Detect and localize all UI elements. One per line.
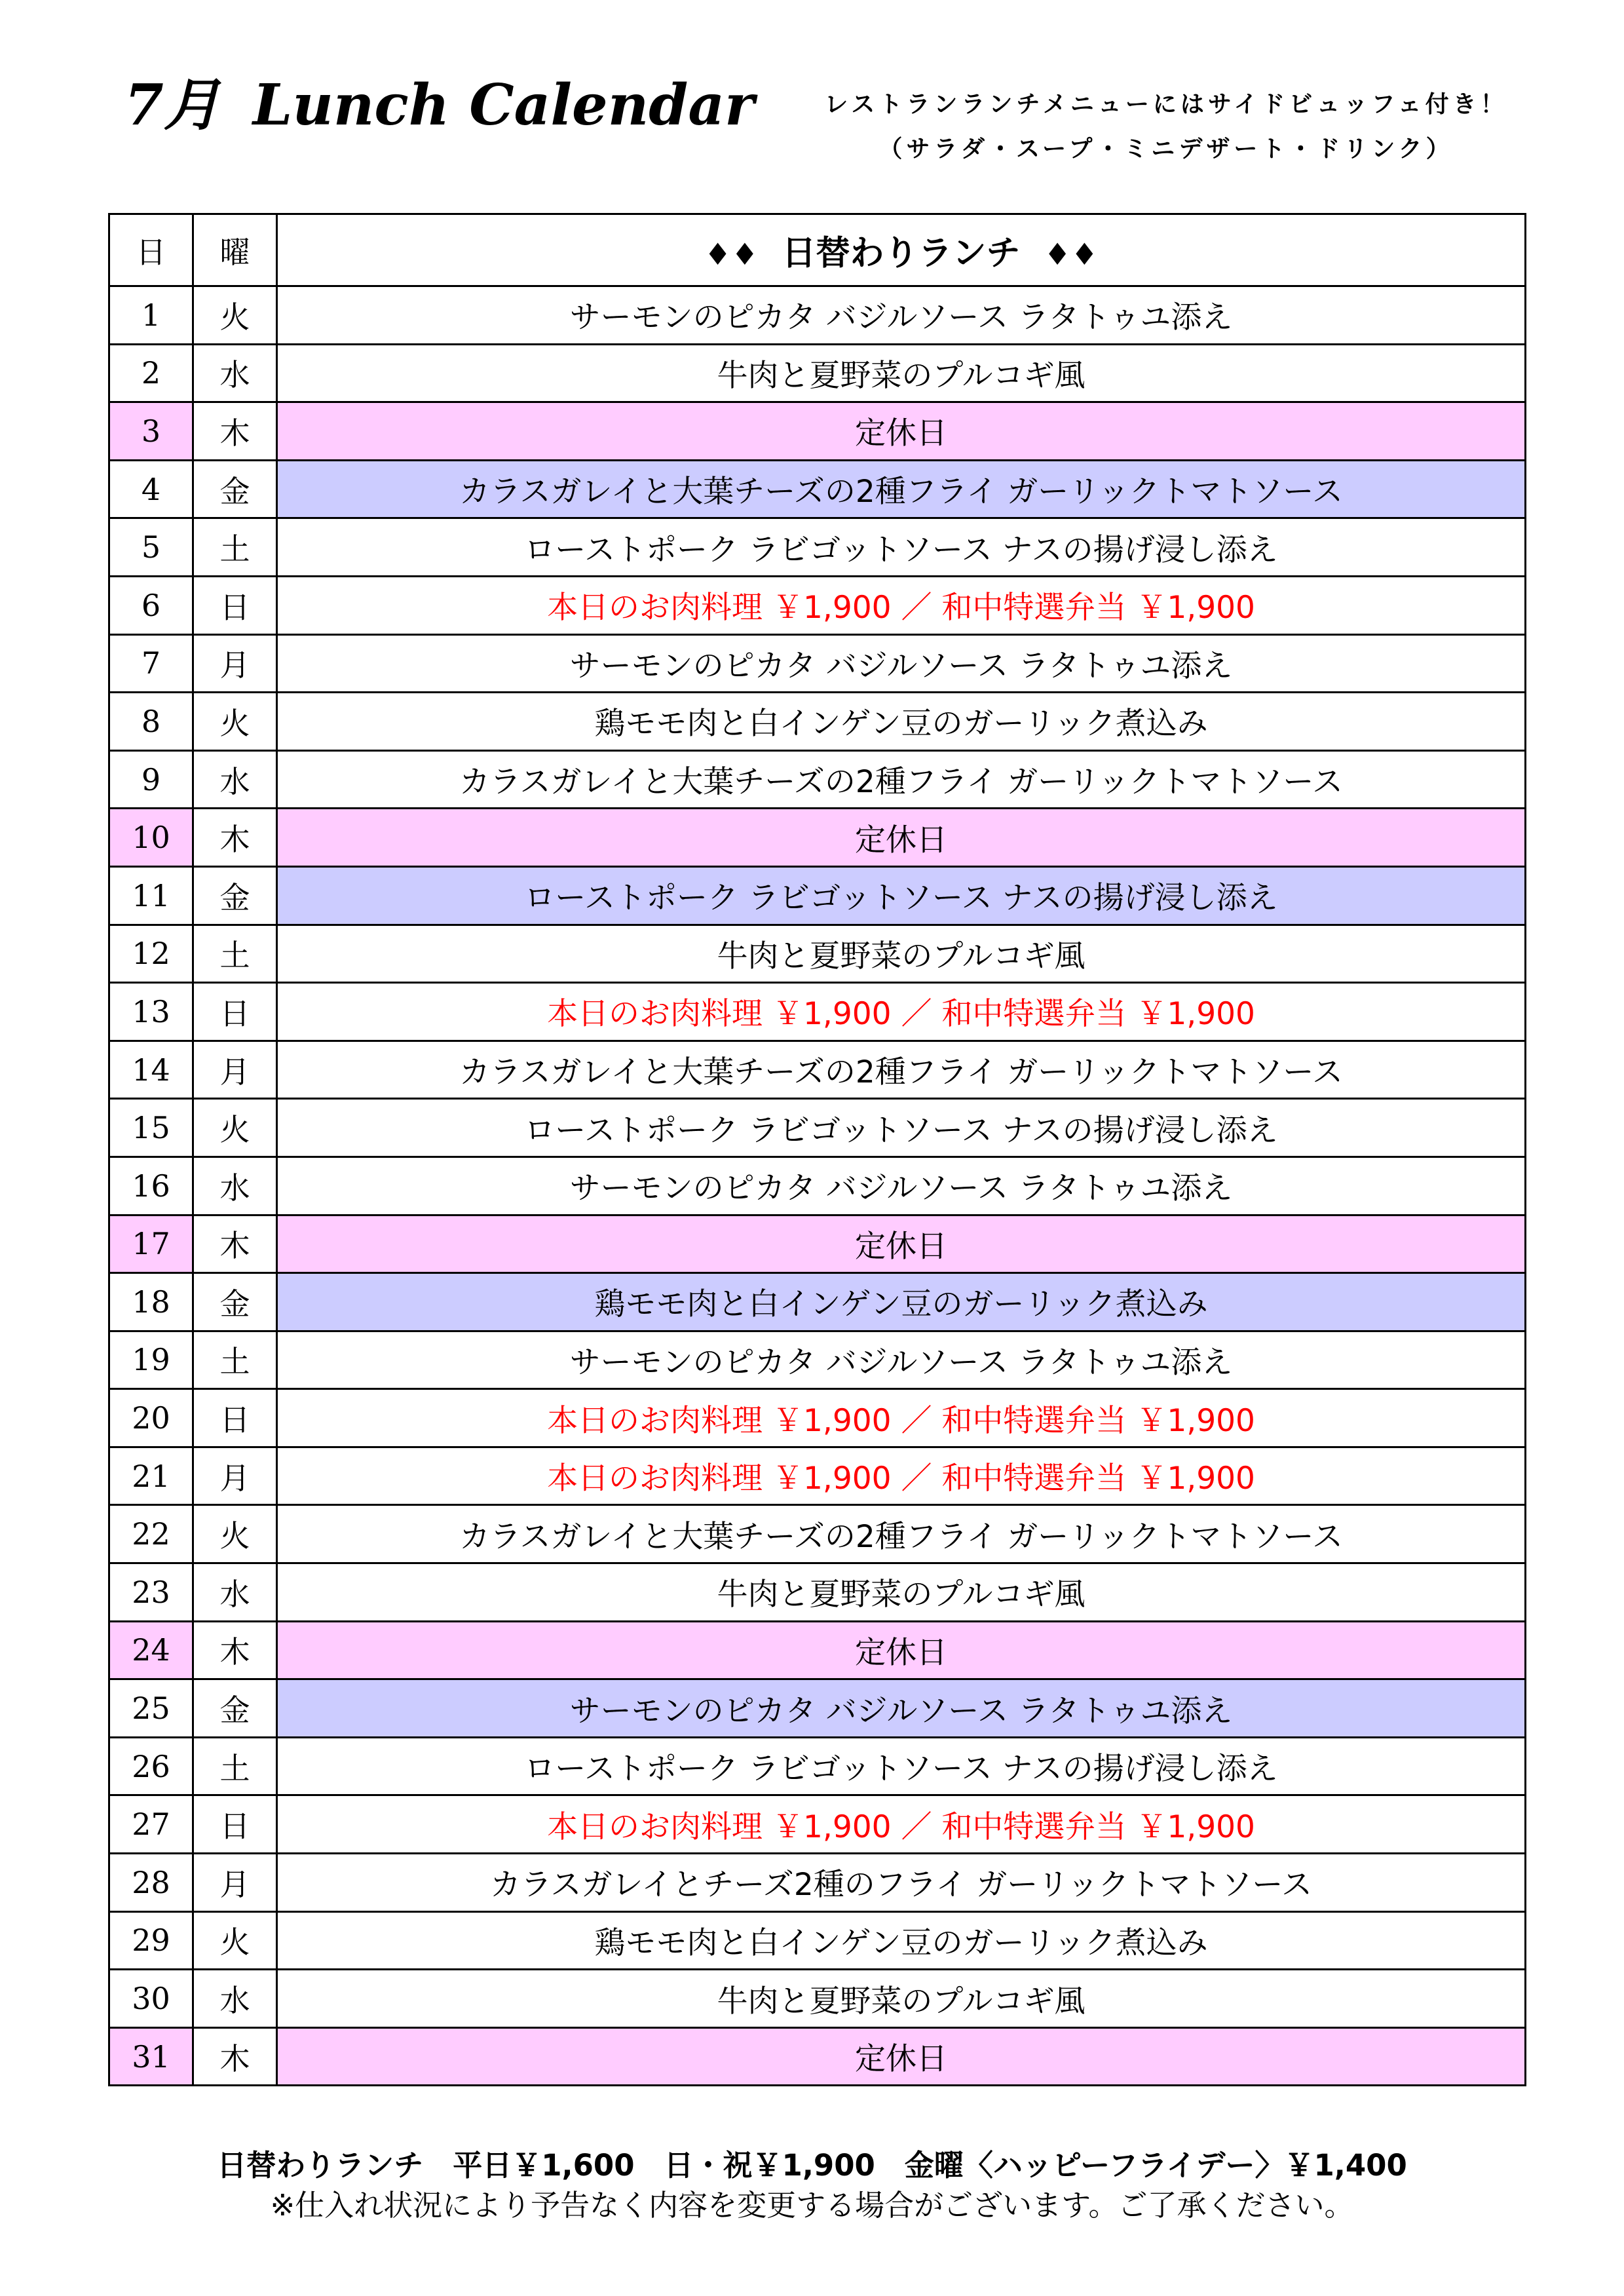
day-number-cell: 7 <box>109 634 193 693</box>
day-number-cell: 31 <box>109 2027 193 2086</box>
table-row <box>109 1273 1526 1331</box>
day-number-cell: 22 <box>109 1505 193 1563</box>
weekday-cell: 木 <box>193 1215 277 1273</box>
table-row <box>109 1911 1526 1970</box>
day-number-cell: 4 <box>109 460 193 518</box>
menu-cell: 鶏モモ肉と白インゲン豆のガーリック煮込み <box>277 1911 1526 1970</box>
day-number-cell: 11 <box>109 866 193 925</box>
day-number-cell: 20 <box>109 1389 193 1447</box>
day-column-header: 日 <box>109 214 193 286</box>
day-number-cell: 3 <box>109 402 193 461</box>
menu-cell: カラスガレイとチーズ2種のフライ ガーリックトマトソース <box>277 1854 1526 1912</box>
table-row <box>109 1389 1526 1447</box>
table-row <box>109 1679 1526 1738</box>
table-row <box>109 1041 1526 1099</box>
table-row <box>109 693 1526 751</box>
diamond-icon: ♦♦ <box>1044 237 1098 272</box>
menu-cell: ローストポーク ラビゴットソース ナスの揚げ浸し添え <box>277 1737 1526 1795</box>
page-title-text: Lunch Calendar <box>252 72 755 138</box>
table-row <box>109 1854 1526 1912</box>
menu-column-title: 日替わりランチ <box>782 234 1021 273</box>
menu-cell: 牛肉と夏野菜のプルコギ風 <box>277 925 1526 983</box>
day-number-cell: 27 <box>109 1795 193 1854</box>
day-number-cell: 8 <box>109 693 193 751</box>
menu-cell: 牛肉と夏野菜のプルコギ風 <box>277 1563 1526 1622</box>
weekday-cell: 火 <box>193 693 277 751</box>
menu-cell: カラスガレイと大葉チーズの2種フライ ガーリックトマトソース <box>277 460 1526 518</box>
day-number-cell: 18 <box>109 1273 193 1331</box>
day-number-cell: 9 <box>109 750 193 809</box>
menu-cell: 本日のお肉料理 ￥1,900 ／ 和中特選弁当 ￥1,900 <box>277 1447 1526 1505</box>
menu-cell: 定休日 <box>277 1621 1526 1679</box>
page-title <box>124 72 755 138</box>
table-row <box>109 344 1526 402</box>
weekday-cell: 火 <box>193 286 277 345</box>
price-info: 日替わりランチ 平日￥1,600 日・祝￥1,900 金曜〈ハッピーフライデー〉￥1,400 <box>217 2148 1407 2183</box>
menu-cell: ローストポーク ラビゴットソース ナスの揚げ浸し添え <box>277 1099 1526 1157</box>
table-row <box>109 1737 1526 1795</box>
buffet-contents: （サラダ・スープ・ミニデザート・ドリンク） <box>878 136 1454 163</box>
weekday-cell: 金 <box>193 460 277 518</box>
day-number-cell: 28 <box>109 1854 193 1912</box>
weekday-cell: 日 <box>193 1795 277 1854</box>
menu-cell: カラスガレイと大葉チーズの2種フライ ガーリックトマトソース <box>277 1041 1526 1099</box>
table-row <box>109 1215 1526 1273</box>
day-number-cell: 14 <box>109 1041 193 1099</box>
table-row <box>109 1970 1526 2028</box>
day-number-cell: 23 <box>109 1563 193 1622</box>
menu-cell: サーモンのピカタ バジルソース ラタトゥユ添え <box>277 1157 1526 1215</box>
weekday-cell: 水 <box>193 750 277 809</box>
weekday-cell: 土 <box>193 1737 277 1795</box>
table-row <box>109 634 1526 693</box>
day-number-cell: 21 <box>109 1447 193 1505</box>
menu-cell: 牛肉と夏野菜のプルコギ風 <box>277 1970 1526 2028</box>
table-row <box>109 1331 1526 1389</box>
table-row <box>109 1099 1526 1157</box>
day-number-cell: 24 <box>109 1621 193 1679</box>
day-number-cell: 2 <box>109 344 193 402</box>
day-number-cell: 12 <box>109 925 193 983</box>
day-number-cell: 1 <box>109 286 193 345</box>
table-row <box>109 925 1526 983</box>
weekday-cell: 金 <box>193 866 277 925</box>
menu-cell: サーモンのピカタ バジルソース ラタトゥユ添え <box>277 286 1526 345</box>
menu-cell: ローストポーク ラビゴットソース ナスの揚げ浸し添え <box>277 866 1526 925</box>
menu-cell: 定休日 <box>277 402 1526 461</box>
weekday-cell: 木 <box>193 2027 277 2086</box>
weekday-cell: 月 <box>193 1854 277 1912</box>
menu-cell: ローストポーク ラビゴットソース ナスの揚げ浸し添え <box>277 518 1526 577</box>
weekday-cell: 金 <box>193 1273 277 1331</box>
menu-column-header <box>277 214 1526 286</box>
table-row <box>109 518 1526 577</box>
menu-cell: 定休日 <box>277 1215 1526 1273</box>
table-row <box>109 576 1526 634</box>
weekday-cell: 日 <box>193 1389 277 1447</box>
weekday-cell: 火 <box>193 1505 277 1563</box>
menu-cell: 定休日 <box>277 809 1526 867</box>
weekday-cell: 金 <box>193 1679 277 1738</box>
table-row <box>109 460 1526 518</box>
weekday-cell: 月 <box>193 1041 277 1099</box>
weekday-cell: 土 <box>193 1331 277 1389</box>
day-number-cell: 5 <box>109 518 193 577</box>
day-number-cell: 13 <box>109 983 193 1041</box>
table-row <box>109 1621 1526 1679</box>
table-header-row <box>109 214 1526 286</box>
weekday-cell: 月 <box>193 634 277 693</box>
weekday-column-header: 曜 <box>193 214 277 286</box>
day-number-cell: 30 <box>109 1970 193 2028</box>
day-number-cell: 15 <box>109 1099 193 1157</box>
menu-cell: 鶏モモ肉と白インゲン豆のガーリック煮込み <box>277 1273 1526 1331</box>
table-row <box>109 1795 1526 1854</box>
table-row <box>109 1563 1526 1622</box>
day-number-cell: 10 <box>109 809 193 867</box>
weekday-cell: 火 <box>193 1911 277 1970</box>
day-number-cell: 25 <box>109 1679 193 1738</box>
menu-cell: 定休日 <box>277 2027 1526 2086</box>
page-title-month: 7月 <box>124 72 220 138</box>
day-number-cell: 6 <box>109 576 193 634</box>
weekday-cell: 日 <box>193 576 277 634</box>
table-row <box>109 750 1526 809</box>
day-number-cell: 29 <box>109 1911 193 1970</box>
buffet-tagline: レストランランチメニューにはサイドビュッフェ付き！ <box>824 91 1508 118</box>
weekday-cell: 日 <box>193 983 277 1041</box>
menu-cell: 本日のお肉料理 ￥1,900 ／ 和中特選弁当 ￥1,900 <box>277 1389 1526 1447</box>
table-row <box>109 809 1526 867</box>
table-row <box>109 1447 1526 1505</box>
weekday-cell: 水 <box>193 344 277 402</box>
weekday-cell: 木 <box>193 809 277 867</box>
weekday-cell: 火 <box>193 1099 277 1157</box>
weekday-cell: 水 <box>193 1563 277 1622</box>
weekday-cell: 木 <box>193 1621 277 1679</box>
menu-cell: 鶏モモ肉と白インゲン豆のガーリック煮込み <box>277 693 1526 751</box>
diamond-icon: ♦♦ <box>704 237 759 272</box>
weekday-cell: 木 <box>193 402 277 461</box>
table-row <box>109 866 1526 925</box>
lunch-calendar-table <box>108 213 1526 2086</box>
menu-cell: カラスガレイと大葉チーズの2種フライ ガーリックトマトソース <box>277 750 1526 809</box>
weekday-cell: 土 <box>193 925 277 983</box>
menu-cell: 本日のお肉料理 ￥1,900 ／ 和中特選弁当 ￥1,900 <box>277 983 1526 1041</box>
weekday-cell: 月 <box>193 1447 277 1505</box>
table-row <box>109 2027 1526 2086</box>
weekday-cell: 水 <box>193 1157 277 1215</box>
weekday-cell: 水 <box>193 1970 277 2028</box>
day-number-cell: 26 <box>109 1737 193 1795</box>
disclaimer-note: ※仕入れ状況により予告なく内容を変更する場合がございます。ご了承ください。 <box>270 2188 1354 2223</box>
menu-cell: サーモンのピカタ バジルソース ラタトゥユ添え <box>277 1331 1526 1389</box>
day-number-cell: 19 <box>109 1331 193 1389</box>
menu-cell: カラスガレイと大葉チーズの2種フライ ガーリックトマトソース <box>277 1505 1526 1563</box>
table-row <box>109 402 1526 461</box>
table-row <box>109 286 1526 345</box>
table-row <box>109 983 1526 1041</box>
table-row <box>109 1505 1526 1563</box>
menu-cell: 本日のお肉料理 ￥1,900 ／ 和中特選弁当 ￥1,900 <box>277 1795 1526 1854</box>
weekday-cell: 土 <box>193 518 277 577</box>
menu-cell: 牛肉と夏野菜のプルコギ風 <box>277 344 1526 402</box>
day-number-cell: 16 <box>109 1157 193 1215</box>
menu-cell: サーモンのピカタ バジルソース ラタトゥユ添え <box>277 634 1526 693</box>
menu-cell: サーモンのピカタ バジルソース ラタトゥユ添え <box>277 1679 1526 1738</box>
day-number-cell: 17 <box>109 1215 193 1273</box>
menu-cell: 本日のお肉料理 ￥1,900 ／ 和中特選弁当 ￥1,900 <box>277 576 1526 634</box>
table-row <box>109 1157 1526 1215</box>
